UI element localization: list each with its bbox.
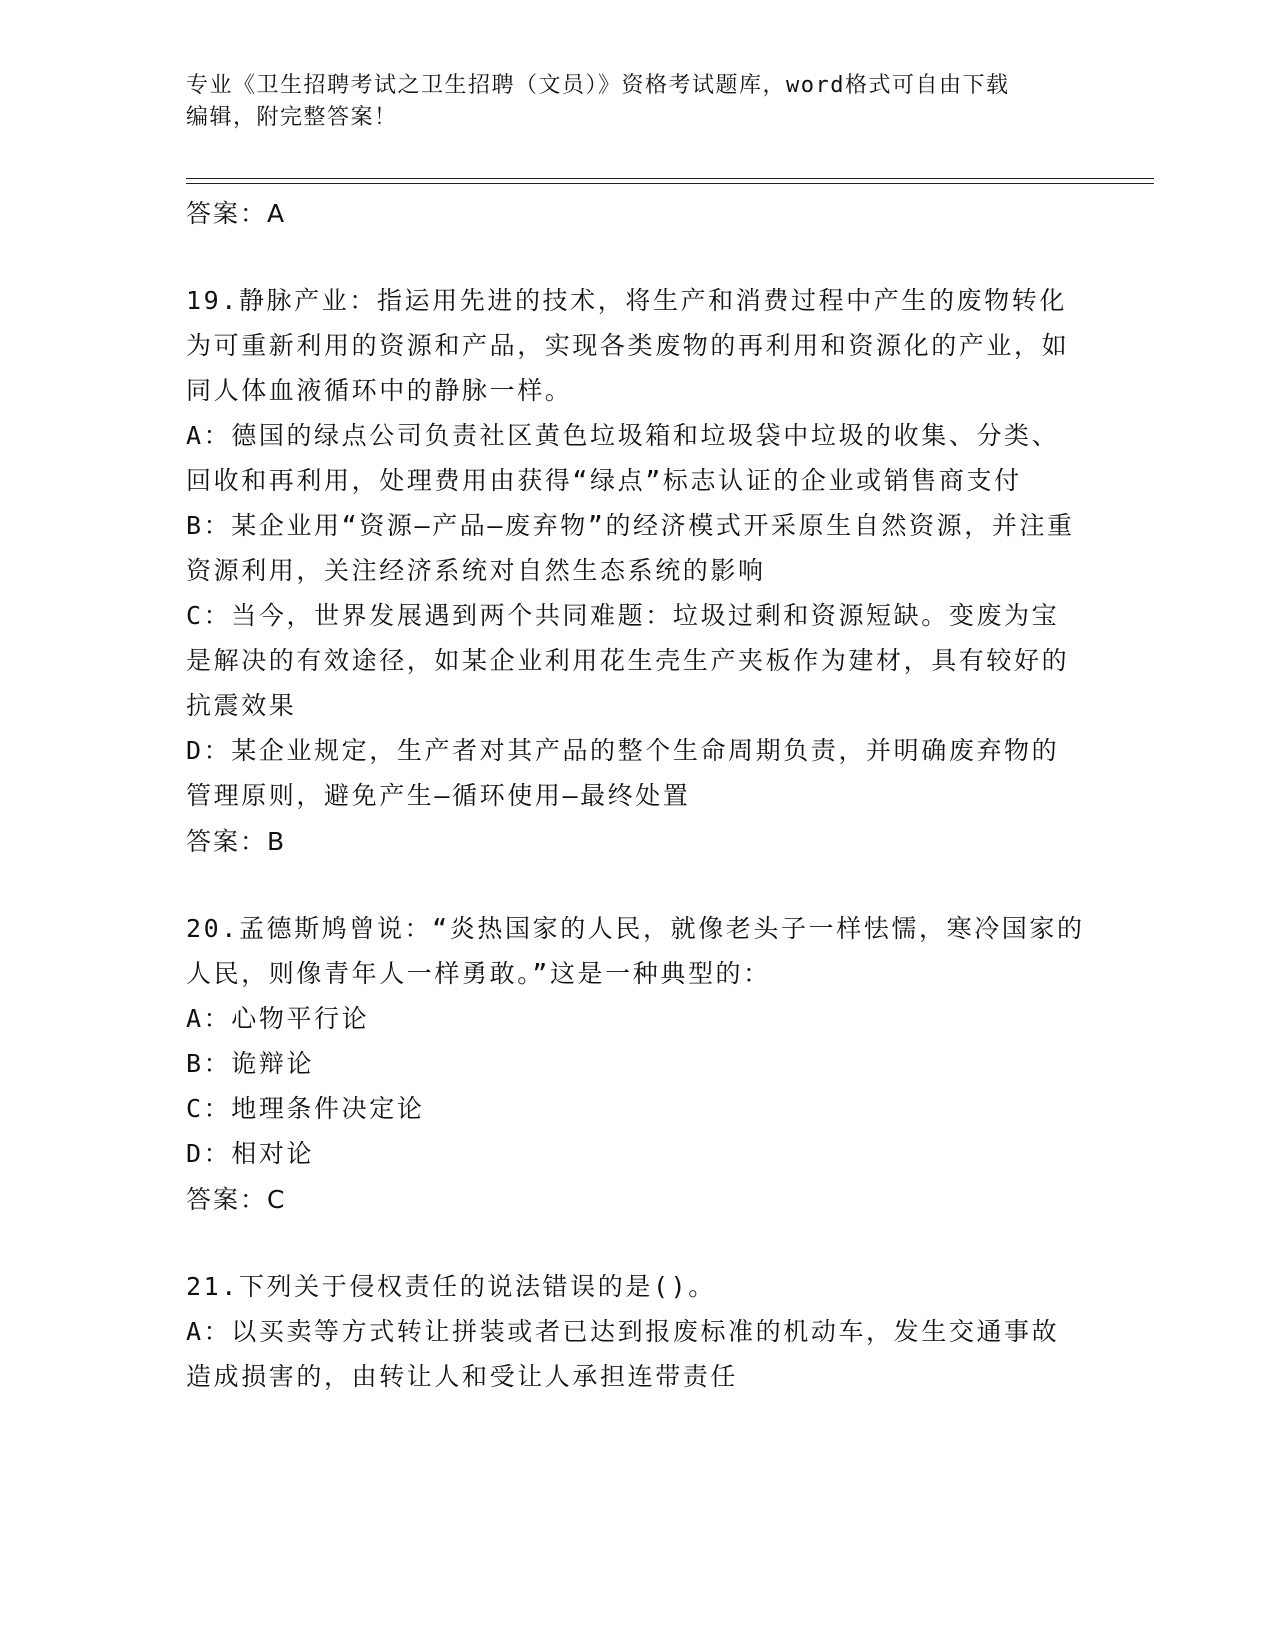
question-list (186, 190, 1086, 1399)
answer: 答案：C (186, 1185, 287, 1214)
option-a: A：心物平行论 (186, 1004, 370, 1033)
option-d: D：相对论 (186, 1139, 315, 1168)
question-19 (186, 278, 1086, 866)
question-21 (186, 1264, 1086, 1399)
question-text: 19.静脉产业：指运用先进的技术，将生产和消费过程中产生的废物转化为可重新利用的资源和产品，实现各类废物的再利用和资源化的产业，如同人体血液循环中的静脉一样。 (186, 286, 1070, 405)
header-line-1: 专业《卫生招聘考试之卫生招聘（文员）》资格考试题库，word格式可自由下载 (186, 73, 1010, 98)
header-divider (186, 178, 1154, 179)
option-c: C：地理条件决定论 (186, 1094, 425, 1123)
option-d: D：某企业规定，生产者对其产品的整个生命周期负责，并明确废弃物的管理原则，避免产生—循环使用—最终处置 (186, 736, 1060, 810)
question-text: 20.孟德斯鸠曾说：“炎热国家的人民，就像老头子一样怯懦，寒冷国家的人民，则像青年人一样勇敢。”这是一种典型的： (186, 914, 1085, 988)
question-text: 21.下列关于侵权责任的说法错误的是()。 (186, 1272, 716, 1301)
header-line-2: 编辑，附完整答案！ (186, 105, 398, 130)
option-b: B：诡辩论 (186, 1049, 315, 1078)
document-header (186, 70, 1086, 134)
option-c: C：当今，世界发展遇到两个共同难题：垃圾过剩和资源短缺。变废为宝是解决的有效途径，如某企业利用花生壳生产夹板作为建材，具有较好的抗震效果 (186, 601, 1070, 720)
question-20 (186, 906, 1086, 1224)
option-a: A：以买卖等方式转让拼装或者已达到报废标准的机动车，发生交通事故造成损害的，由转让人和受让人承担连带责任 (186, 1317, 1060, 1391)
answer-previous: 答案：A (186, 199, 287, 228)
option-b: B：某企业用“资源—产品—废弃物”的经济模式开采原生自然资源，并注重资源利用，关注经济系统对自然生态系统的影响 (186, 511, 1075, 585)
answer: 答案：B (186, 827, 287, 856)
option-a: A：德国的绿点公司负责社区黄色垃圾箱和垃圾袋中垃圾的收集、分类、回收和再利用，处理费用由获得“绿点”标志认证的企业或销售商支付 (186, 421, 1060, 495)
header-divider-second (186, 183, 1154, 184)
